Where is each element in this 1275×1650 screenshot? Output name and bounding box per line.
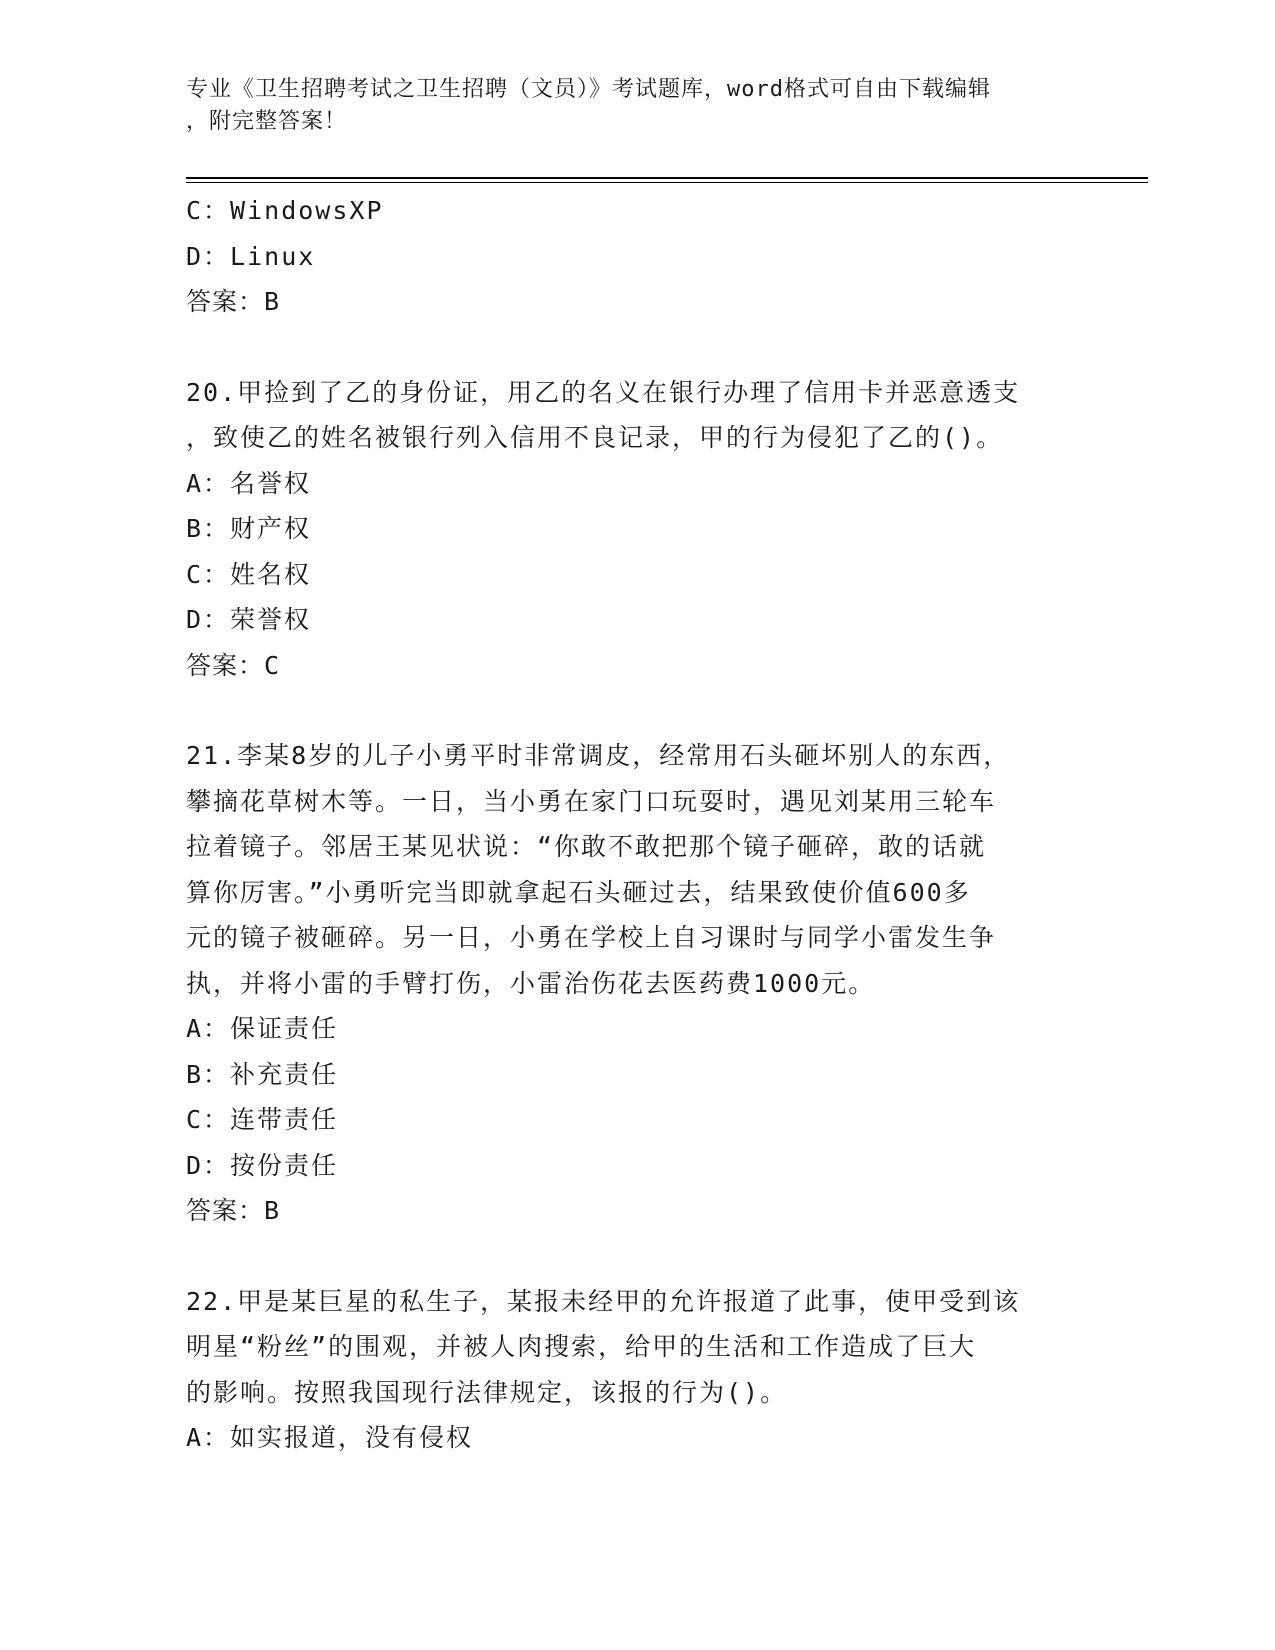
q20-option-d: D：荣誉权 [186,605,312,634]
q21-line-2: 攀摘花草树木等。一日，当小勇在家门口玩耍时，遇见刘某用三轮车 [186,786,997,816]
q21-line-5: 元的镜子被砸碎。另一日，小勇在学校上自习课时与同学小雷发生争 [186,923,997,952]
spacer [186,1234,1066,1279]
spacer [186,688,1066,733]
q21-answer: 答案：B [186,1196,281,1225]
q22-line-2: 明星“粉丝”的围观，并被人肉搜索，给甲的生活和工作造成了巨大 [186,1332,977,1361]
header-rule-thin [186,182,1148,183]
q20-line-1: 20.甲捡到了乙的身份证，用乙的名义在银行办理了信用卡并恶意透支 [186,377,1021,407]
q20-option-c: C：姓名权 [186,559,312,589]
header-rule-thick [186,177,1148,179]
q21-line-6: 执，并将小雷的手臂打伤，小雷治伤花去医药费1000元。 [186,968,876,998]
q21-option-b: B：补充责任 [186,1059,339,1089]
prev-option-d: D：Linux [186,241,316,271]
q21-option-d: D：按份责任 [186,1150,339,1180]
q21-option-a: A：保证责任 [186,1014,339,1043]
header-line-1: 专业《卫生招聘考试之卫生招聘（文员）》考试题库，word格式可自由下载编辑 [186,77,991,102]
spacer [186,325,1066,370]
document-body [186,188,1066,1461]
q20-option-a: A：名誉权 [186,468,312,498]
prev-option-c: C：WindowsXP [186,196,384,225]
q21-line-4: 算你厉害。”小勇听完当即就拿起石头砸过去，结果致使价值600多 [186,877,971,907]
q20-option-b: B：财产权 [186,514,312,543]
q21-line-3: 拉着镜子。邻居王某见状说：“你敢不敢把那个镜子砸碎，敢的话就 [186,832,987,861]
q22-line-1: 22.甲是某巨星的私生子，某报未经甲的允许报道了此事，使甲受到该 [186,1286,1021,1316]
document-header [186,74,1066,138]
q20-answer: 答案：C [186,650,281,680]
q21-option-c: C：连带责任 [186,1105,339,1134]
q22-line-3: 的影响。按照我国现行法律规定，该报的行为()。 [186,1377,788,1407]
q22-option-a: A：如实报道，没有侵权 [186,1423,474,1452]
prev-answer: 答案：B [186,287,281,316]
q20-line-2: ，致使乙的姓名被银行列入信用不良记录，甲的行为侵犯了乙的()。 [186,423,1004,452]
q21-line-1: 21.李某8岁的儿子小勇平时非常调皮，经常用石头砸坏别人的东西， [186,741,1011,770]
header-line-2: ，附完整答案！ [186,109,348,134]
